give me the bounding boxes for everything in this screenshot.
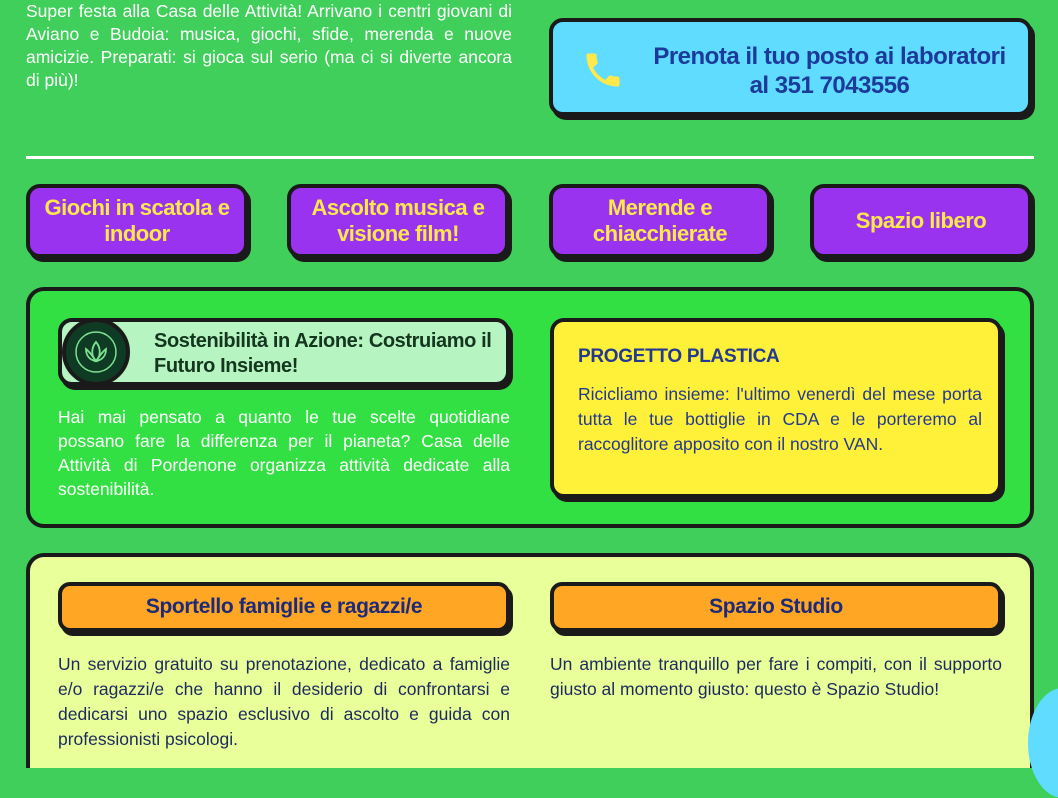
plastica-box (550, 318, 1002, 498)
divider (26, 156, 1034, 159)
activity-pill-snacks: Merende e chiacchierate (549, 184, 771, 258)
sustainability-title: Sostenibilità in Azione: Costruiamo il Futuro Insieme! (154, 330, 492, 377)
activity-pill-music: Ascolto musica e visione film! (287, 184, 509, 258)
lotus-badge (62, 318, 130, 386)
studio-title: Spazio Studio (550, 582, 1002, 632)
activity-pill-free-space: Spazio libero (810, 184, 1032, 258)
phone-icon (581, 48, 625, 92)
booking-text[interactable]: Prenota il tuo posto ai laboratori al 351 7043556 (653, 43, 1006, 99)
plastica-text: Ricicliamo insieme: l'ultimo venerdì del mese porta tutta le tue bottiglie in CDA e le porteremo al raccoglitore apposito con il nostro VAN. (578, 384, 982, 454)
intro-text: Super festa alla Casa delle Attività! Arrivano i centri giovani di Aviano e Budoia: musica, giochi, sfide, merenda e nuove amicizie. Preparati: si gioca sul serio (ma ci si diverte ancora di più)! (26, 1, 512, 90)
sportello-title: Sportello famiglie e ragazzi/e (58, 582, 510, 632)
booking-box[interactable] (549, 18, 1032, 116)
studio-text: Un ambiente tranquillo per fare i compiti, con il supporto giusto al momento giusto: questo è Spazio Studio! (550, 654, 1002, 699)
sportello-text: Un servizio gratuito su prenotazione, dedicato a famiglie e/o ragazzi/e che hanno il desiderio di confrontarsi e dedicarsi uno spazio esclusivo di ascolto e guida con professionisti psicologi. (58, 654, 510, 749)
sustainability-text: Hai mai pensato a quanto le tue scelte quotidiane possano fare la differenza per il pianeta? Casa delle Attività di Pordenone organizza attività dedicate alla sostenibilità. (58, 407, 510, 499)
lotus-icon (74, 330, 118, 374)
sustainability-header (58, 318, 510, 386)
plastica-title: PROGETTO PLASTICA (578, 346, 780, 367)
activity-pill-games: Giochi in scatola e indoor (26, 184, 248, 258)
